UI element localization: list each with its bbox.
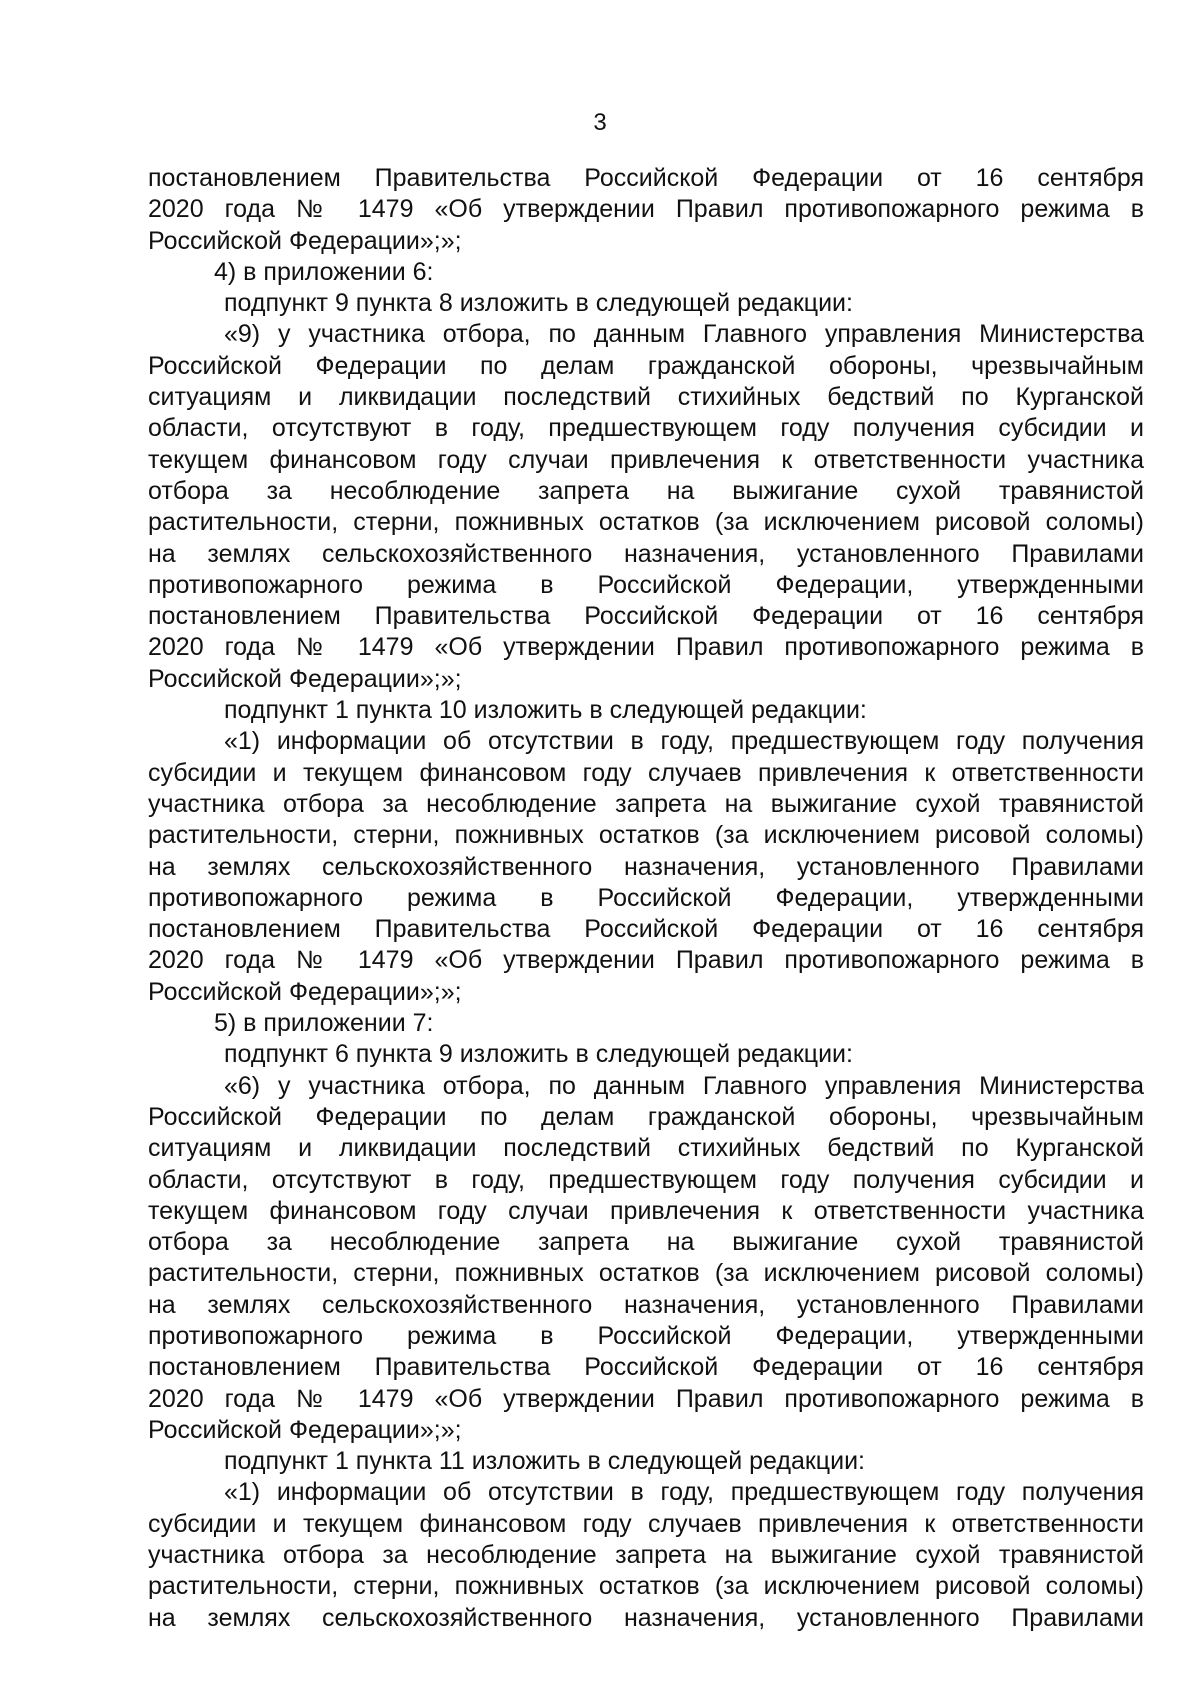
text-line: постановлением Правительства Российской Федерации от 16 сентября <box>148 915 1144 944</box>
text-line: Российской Федерации»;»; <box>148 664 462 693</box>
text-line: ситуациям и ликвидации последствий стихийных бедствий по Курганской <box>148 383 1144 412</box>
text-line: постановлением Правительства Российской Федерации от 16 сентября <box>148 1353 1144 1382</box>
text-line: 2020 года № 1479 «Об утверждении Правил противопожарного режима в <box>148 633 1144 662</box>
text-line: участника отбора за несоблюдение запрета на выжигание сухой травянистой <box>148 1541 1144 1570</box>
text-line: противопожарного режима в Российской Федерации, утвержденными <box>148 570 1144 599</box>
text-line: постановлением Правительства Российской Федерации от 16 сентября <box>148 602 1144 631</box>
text-line: растительности, стерни, пожнивных остатков (за исключением рисовой соломы) <box>148 1572 1144 1601</box>
text-line: «9) у участника отбора, по данным Главного управления Министерства <box>224 320 1144 349</box>
text-line: 2020 года № 1479 «Об утверждении Правил противопожарного режима в <box>148 946 1144 975</box>
document-body <box>148 163 1144 1634</box>
text-line: подпункт 6 пункта 9 изложить в следующей редакции: <box>224 1040 853 1069</box>
text-line: ситуациям и ликвидации последствий стихийных бедствий по Курганской <box>148 1134 1144 1163</box>
text-line: «6) у участника отбора, по данным Главного управления Министерства <box>224 1071 1144 1100</box>
text-line: на землях сельскохозяйственного назначения, установленного Правилами <box>148 1290 1144 1319</box>
text-line: субсидии и текущем финансовом году случаев привлечения к ответственности <box>148 1509 1144 1538</box>
text-line: отбора за несоблюдение запрета на выжигание сухой травянистой <box>148 1228 1144 1257</box>
text-line: 4) в приложении 6: <box>214 257 434 286</box>
text-line: подпункт 1 пункта 11 изложить в следующей редакции: <box>224 1447 866 1476</box>
text-line: участника отбора за несоблюдение запрета на выжигание сухой травянистой <box>148 789 1144 818</box>
text-line: области, отсутствуют в году, предшествующем году получения субсидии и <box>148 414 1144 443</box>
text-line: подпункт 9 пункта 8 изложить в следующей редакции: <box>224 289 853 318</box>
text-line: противопожарного режима в Российской Федерации, утвержденными <box>148 1321 1144 1350</box>
text-line: Российской Федерации»;»; <box>148 1415 462 1444</box>
text-line: на землях сельскохозяйственного назначения, установленного Правилами <box>148 852 1144 881</box>
text-line: субсидии и текущем финансовом году случаев привлечения к ответственности <box>148 758 1144 787</box>
text-line: текущем финансовом году случаи привлечения к ответственности участника <box>148 1196 1144 1225</box>
text-line: текущем финансовом году случаи привлечения к ответственности участника <box>148 445 1144 474</box>
text-line: на землях сельскохозяйственного назначения, установленного Правилами <box>148 1603 1144 1632</box>
text-line: 5) в приложении 7: <box>214 1009 434 1038</box>
text-line: Российской Федерации»;»; <box>148 226 462 255</box>
page-number: 3 <box>593 109 607 136</box>
text-line: растительности, стерни, пожнивных остатков (за исключением рисовой соломы) <box>148 821 1144 850</box>
text-line: Российской Федерации по делам гражданской обороны, чрезвычайным <box>148 1102 1144 1131</box>
text-line: отбора за несоблюдение запрета на выжигание сухой травянистой <box>148 476 1144 505</box>
text-line: Российской Федерации»;»; <box>148 977 462 1006</box>
text-line: подпункт 1 пункта 10 изложить в следующей редакции: <box>224 696 867 725</box>
text-line: постановлением Правительства Российской Федерации от 16 сентября <box>148 164 1144 192</box>
text-line: растительности, стерни, пожнивных остатков (за исключением рисовой соломы) <box>148 508 1144 537</box>
text-line: области, отсутствуют в году, предшествующем году получения субсидии и <box>148 1165 1144 1194</box>
text-line: противопожарного режима в Российской Федерации, утвержденными <box>148 883 1144 912</box>
text-line: 2020 года № 1479 «Об утверждении Правил противопожарного режима в <box>148 1384 1144 1413</box>
text-line: растительности, стерни, пожнивных остатков (за исключением рисовой соломы) <box>148 1259 1144 1288</box>
text-line: 2020 года № 1479 «Об утверждении Правил противопожарного режима в <box>148 195 1144 224</box>
text-line: «1) информации об отсутствии в году, предшествующем году получения <box>224 1478 1144 1507</box>
text-line: «1) информации об отсутствии в году, предшествующем году получения <box>224 727 1144 756</box>
text-line: Российской Федерации по делам гражданской обороны, чрезвычайным <box>148 351 1144 380</box>
text-line: на землях сельскохозяйственного назначения, установленного Правилами <box>148 539 1144 568</box>
